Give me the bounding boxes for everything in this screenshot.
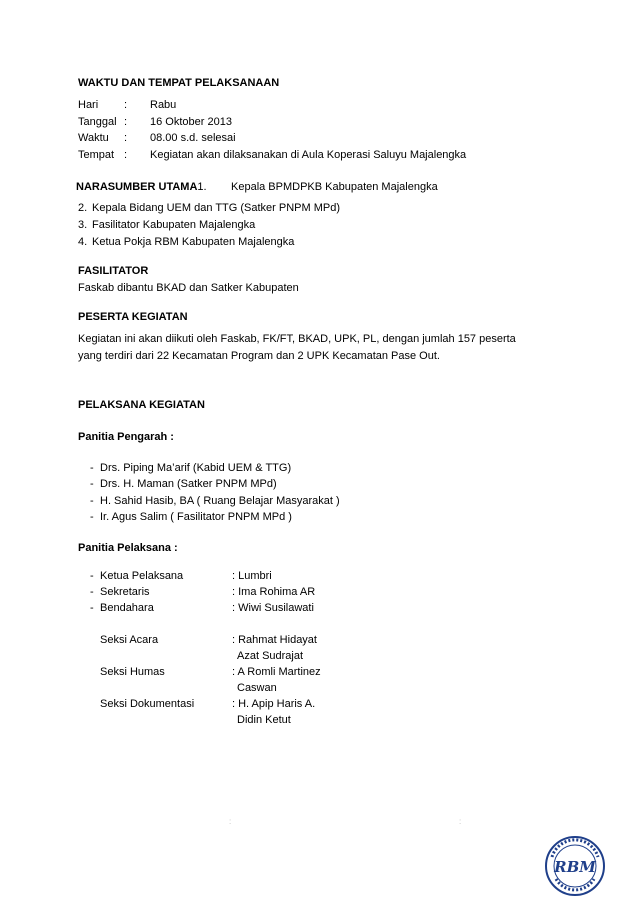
seksi-role: Seksi Humas <box>100 666 165 678</box>
seksi-name: : A Romli Martinez <box>232 666 321 678</box>
row-value: 08.00 s.d. selesai <box>150 132 236 144</box>
footer-mark: : <box>459 817 462 826</box>
seksi-name: Azat Sudrajat <box>237 650 304 662</box>
pengarah-heading: Panitia Pengarah : <box>78 431 174 443</box>
pengarah-item: Ir. Agus Salim ( Fasilitator PNPM MPd ) <box>100 511 292 523</box>
row-label: Tempat <box>78 149 115 161</box>
narasumber-item: Ketua Pokja RBM Kabupaten Majalengka <box>92 236 295 248</box>
row-value: Kegiatan akan dilaksanakan di Aula Koperasi Saluyu Majalengka <box>150 149 467 161</box>
waktu-heading: WAKTU DAN TEMPAT PELAKSANAAN <box>78 77 280 89</box>
pengarah-item: H. Sahid Hasib, BA ( Ruang Belajar Masyarakat ) <box>100 495 340 507</box>
colon: : <box>124 132 128 144</box>
panitia-name: : Lumbri <box>232 570 272 582</box>
peserta-text: yang terdiri dari 22 Kecamatan Program dan 2 UPK Kecamatan Pase Out. <box>78 350 440 362</box>
narasumber-item: Fasilitator Kabupaten Majalengka <box>92 219 256 231</box>
list-number: 4. <box>78 236 88 248</box>
row-label: Waktu <box>78 132 109 144</box>
panitia-heading: Panitia Pelaksana : <box>78 542 178 554</box>
footer-mark: : <box>229 817 232 826</box>
narasumber-line <box>76 180 207 194</box>
seksi-name: : H. Apip Haris A. <box>232 698 316 710</box>
rbm-logo <box>544 835 606 897</box>
seksi-name: Caswan <box>237 682 277 694</box>
list-number: 3. <box>78 219 88 231</box>
panitia-role: Bendahara <box>100 602 154 614</box>
row-value: Rabu <box>150 99 177 111</box>
peserta-heading: PESERTA KEGIATAN <box>78 311 188 323</box>
bullet-dash: - <box>90 511 94 523</box>
seksi-name: Didin Ketut <box>237 714 291 726</box>
list-number: 2. <box>78 202 88 214</box>
bullet-dash: - <box>90 462 94 474</box>
row-label: Hari <box>78 99 99 111</box>
bullet-dash: - <box>90 586 94 598</box>
colon: : <box>124 116 128 128</box>
seksi-role: Seksi Dokumentasi <box>100 698 195 710</box>
colon: : <box>124 99 128 111</box>
pelaksana-heading: PELAKSANA KEGIATAN <box>78 399 205 411</box>
narasumber-item: Kepala BPMDPKB Kabupaten Majalengka <box>231 181 438 193</box>
seksi-name: : Rahmat Hidayat <box>232 634 317 646</box>
bullet-dash: - <box>90 478 94 490</box>
pengarah-item: Drs. Piping Ma’arif (Kabid UEM & TTG) <box>100 462 292 474</box>
panitia-name: : Wiwi Susilawati <box>232 602 314 614</box>
row-value: 16 Oktober 2013 <box>150 116 232 128</box>
bullet-dash: - <box>90 495 94 507</box>
fasilitator-text: Faskab dibantu BKAD dan Satker Kabupaten <box>78 282 299 294</box>
seksi-role: Seksi Acara <box>100 634 159 646</box>
bullet-dash: - <box>90 602 94 614</box>
panitia-role: Sekretaris <box>100 586 150 598</box>
panitia-role: Ketua Pelaksana <box>100 570 184 582</box>
colon: : <box>124 149 128 161</box>
row-label: Tanggal <box>78 116 117 128</box>
pengarah-item: Drs. H. Maman (Satker PNPM MPd) <box>100 478 277 490</box>
bullet-dash: - <box>90 570 94 582</box>
narasumber-heading: NARASUMBER UTAMA <box>76 181 198 193</box>
narasumber-item: Kepala Bidang UEM dan TTG (Satker PNPM MPd) <box>92 202 341 214</box>
fasilitator-heading: FASILITATOR <box>78 265 149 277</box>
panitia-name: : Ima Rohima AR <box>232 586 316 598</box>
logo-text: RBM <box>554 858 596 876</box>
peserta-text: Kegiatan ini akan diikuti oleh Faskab, FK/FT, BKAD, UPK, PL, dengan jumlah 157 peserta <box>78 333 516 345</box>
list-number: 1. <box>197 181 207 193</box>
